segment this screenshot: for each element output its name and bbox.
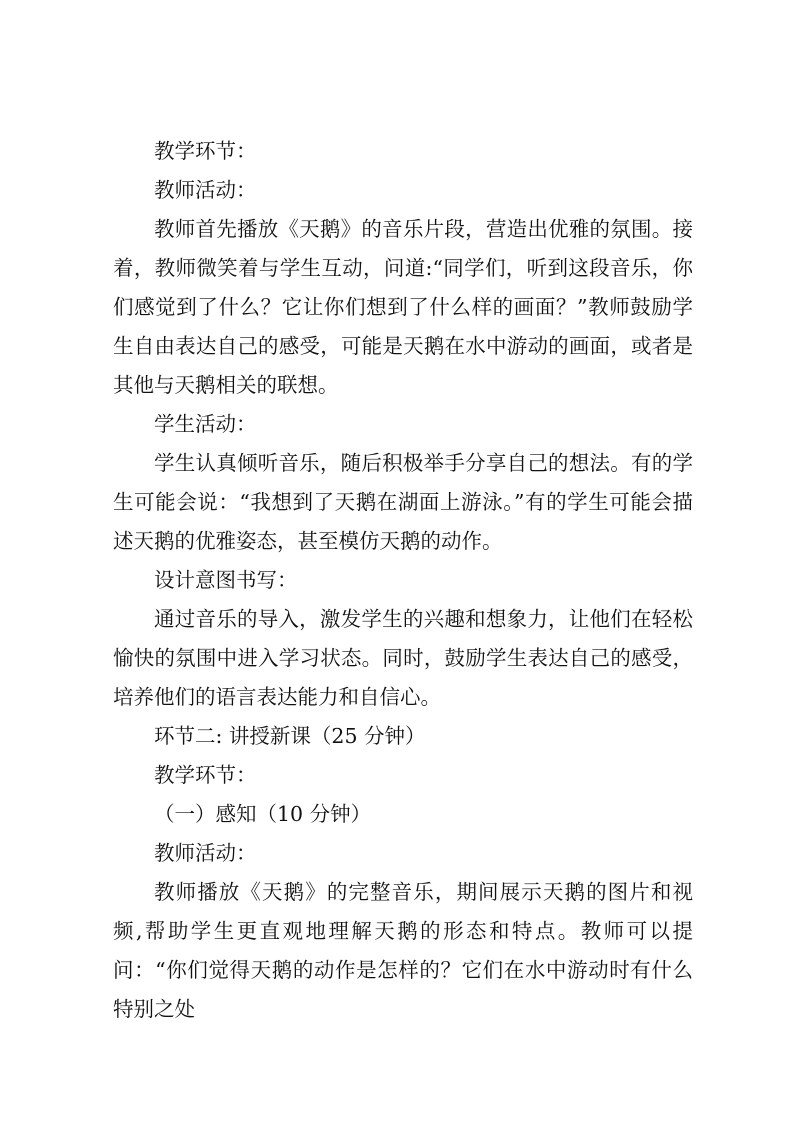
- paragraph-teaching-section-2: 教学环节：: [154, 763, 257, 787]
- paragraph-student-activity-heading: 学生活动：: [154, 412, 257, 436]
- paragraph-student-activity: 学生认真倾听音乐，随后积极举手分享自己的想法。有的学生可能会说：“我想到了天鹅在湖面上游泳。”有的学生可能会描述天鹅的优雅姿态，甚至模仿天鹅的动作。: [113, 451, 693, 553]
- paragraph-design-intent: 通过音乐的导入，激发学生的兴趣和想象力，让他们在轻松愉快的氛围中进入学习状态。同时，鼓励学生表达自己的感受，培养他们的语言表达能力和自信心。: [113, 607, 693, 709]
- paragraph-teacher-activity-heading-2: 教师活动：: [154, 841, 257, 865]
- paragraph-teacher-activity-1: 教师首先播放《天鹅》的音乐片段，营造出优雅的氛围。接着，教师微笑着与学生互动，问道:“同学们，听到这段音乐，你们感觉到了什么？它让你们想到了什么样的画面？”教师鼓励学生自由表达自己的感受，可能是天鹅在水中游动的画面，或者是其他与天鹅相关的联想。: [113, 217, 693, 397]
- paragraph-teacher-activity-heading-1: 教师活动：: [154, 178, 257, 202]
- paragraph-section-two-heading: 环节二: 讲授新课（25 分钟）: [154, 724, 426, 748]
- paragraph-perception-heading: （一）感知（10 分钟）: [154, 802, 372, 826]
- paragraph-teacher-activity-2: 教师播放《天鹅》的完整音乐，期间展示天鹅的图片和视频,帮助学生更直观地理解天鹅的形态和特点。教师可以提问：“你们觉得天鹅的动作是怎样的？它们在水中游动时有什么特别之处: [113, 880, 693, 1021]
- paragraph-teaching-section-1: 教学环节：: [154, 139, 257, 163]
- paragraph-design-intent-heading: 设计意图书写：: [154, 568, 298, 592]
- document-body: [113, 132, 693, 1029]
